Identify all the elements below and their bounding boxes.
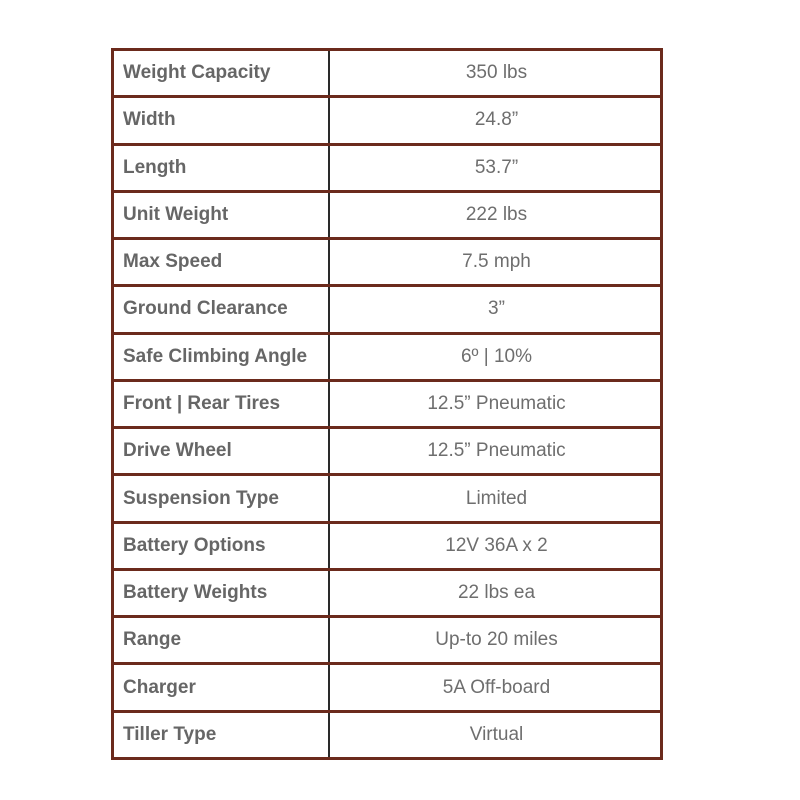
spec-label-width: Width <box>114 98 330 142</box>
spec-label-drive-wheel: Drive Wheel <box>114 429 330 473</box>
spec-value-unit-weight: 222 lbs <box>330 193 660 237</box>
spec-label-range: Range <box>114 618 330 662</box>
spec-value-front-rear-tires: 12.5” Pneumatic <box>330 382 660 426</box>
spec-label-length: Length <box>114 146 330 190</box>
spec-label-charger: Charger <box>114 665 330 709</box>
spec-label-suspension-type: Suspension Type <box>114 476 330 520</box>
spec-value-length: 53.7” <box>330 146 660 190</box>
spec-table <box>111 48 663 760</box>
spec-label-battery-options: Battery Options <box>114 524 330 568</box>
spec-value-suspension-type: Limited <box>330 476 660 520</box>
spec-value-ground-clearance: 3” <box>330 287 660 331</box>
spec-label-max-speed: Max Speed <box>114 240 330 284</box>
spec-value-range: Up-to 20 miles <box>330 618 660 662</box>
spec-value-battery-weights: 22 lbs ea <box>330 571 660 615</box>
spec-value-tiller-type: Virtual <box>330 713 660 757</box>
spec-value-width: 24.8” <box>330 98 660 142</box>
spec-label-safe-climbing-angle: Safe Climbing Angle <box>114 335 330 379</box>
spec-value-drive-wheel: 12.5” Pneumatic <box>330 429 660 473</box>
spec-value-safe-climbing-angle: 6º | 10% <box>330 335 660 379</box>
spec-value-max-speed: 7.5 mph <box>330 240 660 284</box>
spec-label-battery-weights: Battery Weights <box>114 571 330 615</box>
spec-value-charger: 5A Off-board <box>330 665 660 709</box>
spec-label-unit-weight: Unit Weight <box>114 193 330 237</box>
spec-label-tiller-type: Tiller Type <box>114 713 330 757</box>
spec-value-weight-capacity: 350 lbs <box>330 51 660 95</box>
spec-label-weight-capacity: Weight Capacity <box>114 51 330 95</box>
spec-value-battery-options: 12V 36A x 2 <box>330 524 660 568</box>
spec-label-front-rear-tires: Front | Rear Tires <box>114 382 330 426</box>
spec-label-ground-clearance: Ground Clearance <box>114 287 330 331</box>
